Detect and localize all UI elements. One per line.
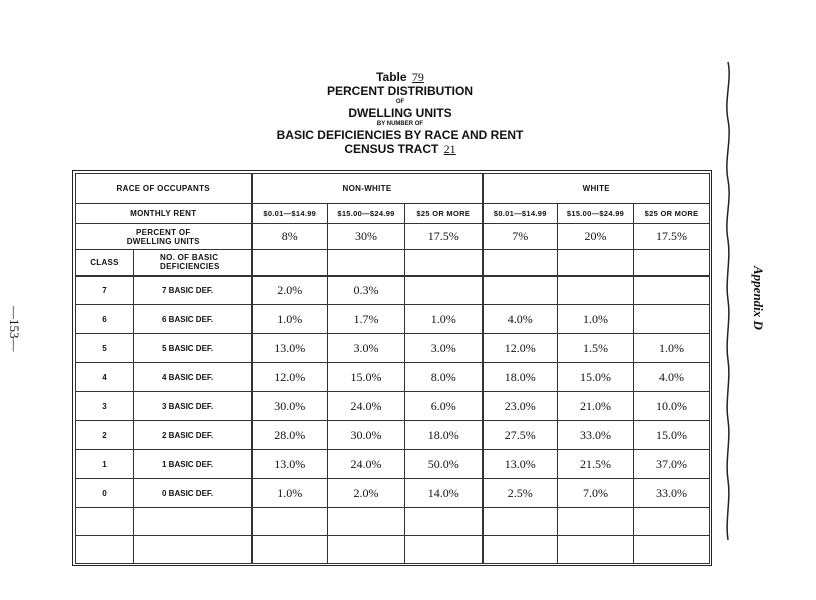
class-header: CLASS	[76, 250, 134, 276]
percent-of-units-value: 17.5%	[405, 224, 483, 250]
percent-cell: 27.5%	[483, 421, 558, 450]
rent-range-header: $15.00—$24.99	[328, 204, 405, 224]
percent-cell: 50.0%	[405, 450, 483, 479]
percent-cell: 4.0%	[483, 305, 558, 334]
empty-cell	[252, 536, 328, 564]
empty-cell	[328, 536, 405, 564]
empty-cell	[558, 536, 634, 564]
percent-cell: 33.0%	[634, 479, 710, 508]
title-of: OF	[395, 99, 405, 105]
rent-range-header: $0.01—$14.99	[252, 204, 328, 224]
percent-of-units-header	[76, 224, 252, 250]
percent-of-units-value: 17.5%	[634, 224, 710, 250]
percent-cell: 15.0%	[634, 421, 710, 450]
no-of-basic-def-header	[134, 250, 252, 276]
empty-header-cell	[405, 250, 483, 276]
percent-cell: 30.0%	[328, 421, 405, 450]
distribution-table	[75, 173, 710, 564]
title-line-1: PERCENT DISTRIBUTION	[326, 84, 473, 98]
class-cell: 2	[76, 421, 134, 450]
empty-cell	[134, 508, 252, 536]
percent-cell: 2.5%	[483, 479, 558, 508]
percent-cell: 24.0%	[328, 450, 405, 479]
empty-cell	[252, 508, 328, 536]
table-row	[76, 450, 710, 479]
class-cell: 6	[76, 305, 134, 334]
appendix-label: Appendix D	[751, 266, 766, 330]
empty-header-cell	[558, 250, 634, 276]
percent-cell	[558, 276, 634, 305]
census-tract-line	[200, 142, 600, 156]
empty-cell	[405, 536, 483, 564]
percent-cell: 13.0%	[252, 450, 328, 479]
table-row	[76, 276, 710, 305]
percent-cell: 4.0%	[634, 363, 710, 392]
title-line-2: DWELLING UNITS	[348, 106, 452, 120]
percent-cell: 24.0%	[328, 392, 405, 421]
basic-def-label-cell: 0 BASIC DEF.	[134, 479, 252, 508]
empty-header-cell	[483, 250, 558, 276]
percent-cell: 37.0%	[634, 450, 710, 479]
census-tract-label: CENSUS TRACT	[344, 142, 439, 156]
percent-cell	[405, 276, 483, 305]
percent-cell: 18.0%	[405, 421, 483, 450]
class-cell: 1	[76, 450, 134, 479]
percent-of-units-line1: PERCENT OF	[135, 227, 191, 237]
percent-cell: 23.0%	[483, 392, 558, 421]
percent-cell: 30.0%	[252, 392, 328, 421]
empty-header-cell	[328, 250, 405, 276]
title-line-3: BASIC DEFICIENCIES BY RACE AND RENT	[276, 128, 524, 142]
percent-cell: 1.0%	[405, 305, 483, 334]
table-row	[76, 479, 710, 508]
percent-cell: 28.0%	[252, 421, 328, 450]
rent-range-header: $25 OR MORE	[634, 204, 710, 224]
class-cell: 5	[76, 334, 134, 363]
percent-cell: 2.0%	[252, 276, 328, 305]
basic-def-label-cell: 2 BASIC DEF.	[134, 421, 252, 450]
table-row	[76, 421, 710, 450]
basic-def-label-cell: 3 BASIC DEF.	[134, 392, 252, 421]
percent-cell: 1.5%	[558, 334, 634, 363]
empty-cell	[76, 508, 134, 536]
empty-row	[76, 536, 710, 564]
empty-cell	[134, 536, 252, 564]
class-cell: 7	[76, 276, 134, 305]
rent-range-header: $25 OR MORE	[405, 204, 483, 224]
percent-cell: 10.0%	[634, 392, 710, 421]
empty-cell	[634, 508, 710, 536]
percent-cell: 1.7%	[328, 305, 405, 334]
class-cell: 0	[76, 479, 134, 508]
percent-cell: 1.0%	[634, 334, 710, 363]
empty-header-cell	[634, 250, 710, 276]
non-white-header: NON-WHITE	[252, 174, 483, 204]
class-cell: 3	[76, 392, 134, 421]
percent-cell: 21.5%	[558, 450, 634, 479]
percent-of-units-value: 30%	[328, 224, 405, 250]
percent-of-units-value: 7%	[483, 224, 558, 250]
percent-cell: 1.0%	[252, 305, 328, 334]
title-by-number-of: BY NUMBER OF	[376, 121, 424, 127]
rent-range-header: $15.00—$24.99	[558, 204, 634, 224]
empty-cell	[634, 536, 710, 564]
basic-def-label-cell: 6 BASIC DEF.	[134, 305, 252, 334]
rent-range-header: $0.01—$14.99	[483, 204, 558, 224]
empty-cell	[405, 508, 483, 536]
empty-cell	[483, 536, 558, 564]
basic-def-label-cell: 4 BASIC DEF.	[134, 363, 252, 392]
basic-def-label-cell: 1 BASIC DEF.	[134, 450, 252, 479]
table-row	[76, 334, 710, 363]
table-row	[76, 363, 710, 392]
no-of-basic-def-line1: NO. OF BASIC	[160, 253, 219, 263]
race-of-occupants-header: RACE OF OCCUPANTS	[76, 174, 252, 204]
percent-of-units-value: 20%	[558, 224, 634, 250]
percent-cell: 1.0%	[252, 479, 328, 508]
empty-header-cell	[252, 250, 328, 276]
percent-cell: 8.0%	[405, 363, 483, 392]
census-tract-number: 21	[443, 142, 456, 156]
percent-cell	[634, 305, 710, 334]
percent-of-units-line2: DWELLING UNITS	[126, 236, 200, 246]
table-label: Table	[376, 70, 407, 84]
percent-cell: 33.0%	[558, 421, 634, 450]
percent-cell: 14.0%	[405, 479, 483, 508]
empty-cell	[328, 508, 405, 536]
table-number: 79	[411, 70, 424, 84]
percent-cell: 0.3%	[328, 276, 405, 305]
no-of-basic-def-line2: DEFICIENCIES	[160, 262, 220, 272]
percent-cell: 15.0%	[328, 363, 405, 392]
percent-cell: 3.0%	[405, 334, 483, 363]
monthly-rent-header: MONTHLY RENT	[76, 204, 252, 224]
table-row	[76, 392, 710, 421]
table-caption	[200, 70, 600, 84]
table-title-block	[200, 70, 600, 156]
table-row	[76, 305, 710, 334]
percent-cell: 1.0%	[558, 305, 634, 334]
percent-cell: 7.0%	[558, 479, 634, 508]
percent-cell: 13.0%	[483, 450, 558, 479]
percent-cell: 15.0%	[558, 363, 634, 392]
percent-of-units-value: 8%	[252, 224, 328, 250]
empty-cell	[483, 508, 558, 536]
empty-cell	[558, 508, 634, 536]
percent-cell: 13.0%	[252, 334, 328, 363]
white-header: WHITE	[483, 174, 710, 204]
page-number: —153—	[7, 306, 22, 352]
basic-def-label-cell: 5 BASIC DEF.	[134, 334, 252, 363]
percent-cell	[483, 276, 558, 305]
empty-cell	[76, 536, 134, 564]
percent-cell: 3.0%	[328, 334, 405, 363]
percent-cell: 18.0%	[483, 363, 558, 392]
percent-cell: 12.0%	[252, 363, 328, 392]
basic-def-label-cell: 7 BASIC DEF.	[134, 276, 252, 305]
percent-cell	[634, 276, 710, 305]
empty-row	[76, 508, 710, 536]
percent-cell: 12.0%	[483, 334, 558, 363]
percent-cell: 2.0%	[328, 479, 405, 508]
class-cell: 4	[76, 363, 134, 392]
percent-cell: 6.0%	[405, 392, 483, 421]
percent-cell: 21.0%	[558, 392, 634, 421]
